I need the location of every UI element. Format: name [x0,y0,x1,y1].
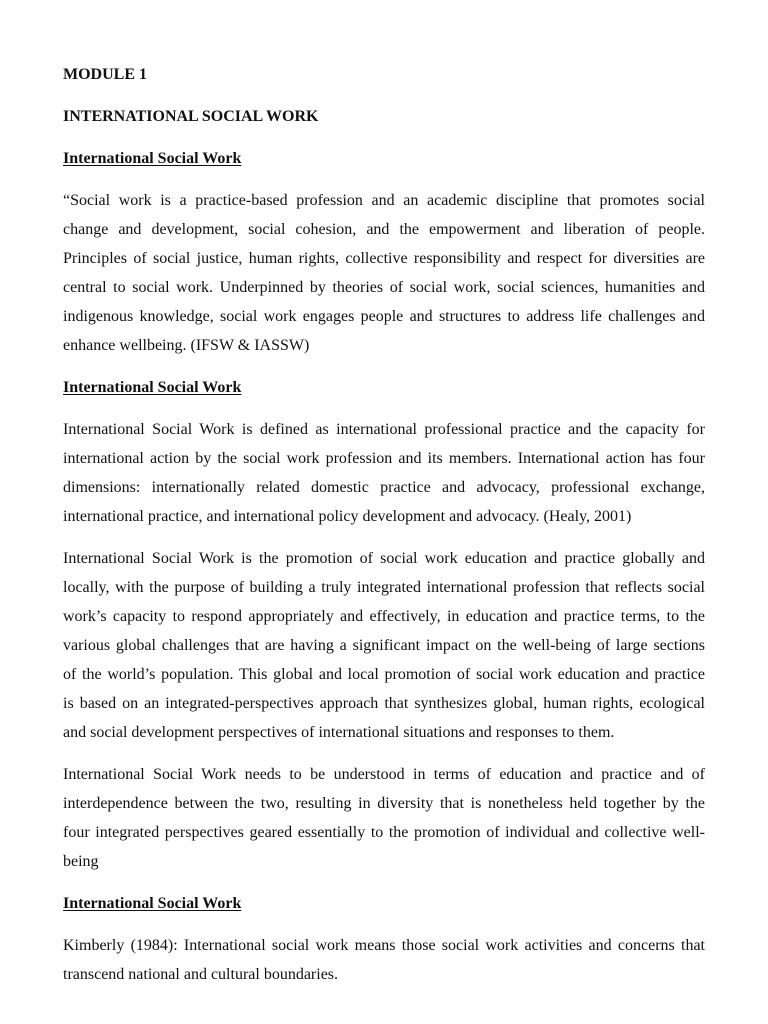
section-heading [63,373,705,402]
paragraph-healy-definition [63,415,705,531]
paragraph-line: dimensions: internationally related domestic practice and advocacy, professional exchange, [63,479,705,496]
document-title-text: INTERNATIONAL SOCIAL WORK [63,108,319,125]
paragraph-kimberly-definition [63,931,705,989]
paragraph-line: central to social work. Underpinned by theories of social work, social sciences, humanities and [63,279,705,296]
paragraph-line: and social development perspectives of international situations and responses to them. [63,724,615,741]
section-heading-text: International Social Work [63,895,242,912]
paragraph-line: International Social Work is the promotion of social work education and practice globally and [63,550,705,567]
paragraph-line: interdependence between the two, resulting in diversity that is nonetheless held together by the [63,795,705,812]
paragraph-ifsw-definition [63,186,705,360]
paragraph-line: international action by the social work profession and its members. International action has four [63,450,705,467]
paragraph-line: “Social work is a practice-based profession and an academic discipline that promotes social [63,192,705,209]
section-heading-text: International Social Work [63,379,242,396]
paragraph-line: Kimberly (1984): International social work means those social work activities and concerns that [63,937,705,954]
paragraph-line: international practice, and international policy development and advocacy. (Healy, 2001) [63,508,632,525]
paragraph-line: change and development, social cohesion, and the empowerment and liberation of people. [63,221,705,238]
paragraph-line: indigenous knowledge, social work engages people and structures to address life challenges and [63,308,705,325]
paragraph-promotion-definition [63,544,705,747]
module-label [63,60,705,89]
section-heading-text: International Social Work [63,150,242,167]
paragraph-line: of the world’s population. This global and local promotion of social work education and practice [63,666,705,683]
section-heading [63,144,705,173]
paragraph-line: enhance wellbeing. (IFSW & IASSW) [63,337,310,354]
paragraph-line: International Social Work needs to be understood in terms of education and practice and of [63,766,705,783]
section-heading [63,889,705,918]
document-title [63,102,705,131]
paragraph-line: various global challenges that are having a significant impact on the well-being of large sections [63,637,705,654]
paragraph-line: is based on an integrated-perspectives approach that synthesizes global, human rights, ecological [63,695,705,712]
paragraph-line: four integrated perspectives geared essentially to the promotion of individual and collective well- [63,824,705,841]
paragraph-line: transcend national and cultural boundaries. [63,966,339,983]
paragraph-line: work’s capacity to respond appropriately and effectively, in education and practice terms, to the [63,608,705,625]
module-label-text: MODULE 1 [63,66,147,83]
paragraph-line: locally, with the purpose of building a truly integrated international profession that reflects social [63,579,705,596]
paragraph-interdependence [63,760,705,876]
paragraph-line: Principles of social justice, human rights, collective responsibility and respect for diversities are [63,250,705,267]
paragraph-line: International Social Work is defined as international professional practice and the capacity for [63,421,705,438]
paragraph-line: being [63,853,99,870]
